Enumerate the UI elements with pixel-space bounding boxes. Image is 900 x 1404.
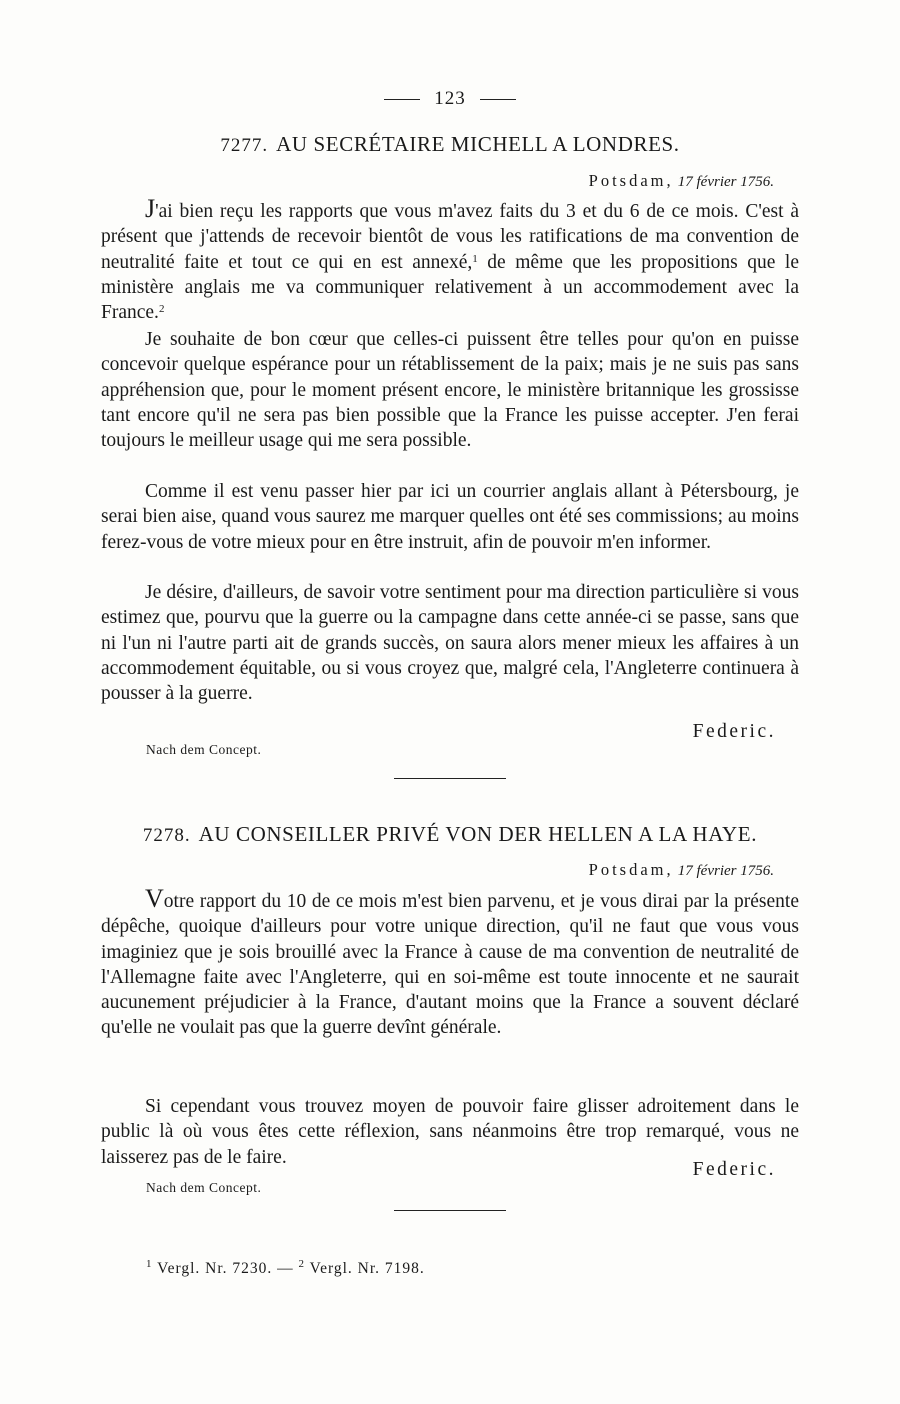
footnote-mark: 1 (146, 1258, 153, 1270)
section-divider (394, 778, 506, 779)
letter-paragraph: Si cependant vous trouvez moyen de pouvoir faire glisser adroitement dans le public là où vous êtes cette réflexion, sans néanmoins être trop remarqué, vous ne laisserez pas de le faire. (101, 1096, 799, 1168)
letter-paragraph (101, 884, 799, 1041)
letter-place: Potsdam, (588, 860, 674, 879)
letter-heading-7278 (100, 822, 800, 847)
letter-paragraph: Je souhaite de bon cœur que celles-ci puissent être telles pour qu'on en puisse concevoir quelque espérance pour un rétablissement de la paix; mais je ne suis pas sans appréhension que, pour le moment présent encore, le ministère britannique les grossisse tant encore qu'il ne sera pas bien possible que la France les puisse accepter. J'en ferai toujours le meilleur usage qui me sera possible. (101, 329, 799, 452)
footnote-ref: 1 (472, 252, 478, 265)
footnote-text: Vergl. Nr. 7230. (157, 1260, 273, 1277)
letter-heading-7277 (100, 132, 800, 157)
letter-paragraph (101, 194, 799, 325)
page-number (0, 88, 900, 110)
letter-paragraph: Je désire, d'ailleurs, de savoir votre sentiment pour ma direction particulière si vous estimez que, pourvu que la guerre ou la campagne dans cette année-ci se passe, sans que ni l'un ni l'autre parti ait de grands succès, on saura alors mener mieux les affaires à un accommodement équitable, ou si vous croyez que, malgré cela, l'Angleterre continuera à pousser à la guerre. (101, 582, 799, 705)
page-number-text: 123 (434, 88, 466, 109)
letter-place: Potsdam, (588, 171, 674, 190)
letter-date: 17 février 1756. (677, 174, 774, 190)
letter-dateline (589, 171, 774, 191)
footnote-mark: 2 (298, 1258, 306, 1270)
letter-title: AU SECRÉTAIRE MICHELL A LONDRES. (276, 132, 680, 156)
footnote-text: Vergl. Nr. 7198. (309, 1260, 425, 1277)
source-note: Nach dem Concept. (146, 742, 262, 757)
paragraph-text: otre rapport du 10 de ce mois m'est bien parvenu, et je vous dirai par la présente dépêche, quoique d'ailleurs pour votre unique direction, qu'il ne faut que vous vous imaginiez que je sois brouillé avec la France à cause de ma convention de neutralité de l'Allemagne faite avec l'Angleterre, qui en soi-même est toute innocente et ne saurait aucunement préjudicier à la France, d'autant moins que la France a souvent déclaré qu'elle ne voulait pas que la guerre devînt générale. (101, 891, 799, 1039)
letter-title: AU CONSEILLER PRIVÉ VON DER HELLEN A LA HAYE. (198, 822, 758, 846)
page-number-dash-left (384, 99, 420, 100)
paragraph-text: 'ai bien reçu les rapports que vous m'avez faits du 3 et du 6 de ce mois. C'est à présent que j'attends de recevoir bientôt de vous les ratifications de ma convention de neutralité faite et tout ce qui en est annexé, (101, 201, 799, 273)
letter-date: 17 février 1756. (677, 863, 774, 879)
drop-initial: V (145, 884, 164, 913)
letter-dateline (589, 860, 774, 880)
signature: Federic. (692, 721, 776, 742)
signature: Federic. (692, 1159, 776, 1180)
footnotes (146, 1260, 425, 1278)
letter-number: 7278. (142, 825, 191, 846)
letter-number: 7277. (220, 135, 269, 156)
footnote-separator: — (277, 1260, 294, 1277)
page-number-dash-right (480, 99, 516, 100)
source-note: Nach dem Concept. (146, 1180, 262, 1195)
drop-initial: J (145, 194, 156, 223)
section-divider (394, 1210, 506, 1211)
footnote-ref: 2 (158, 303, 165, 316)
paragraph-text: de même que les propositions que le ministère anglais me va communiquer relativement à un accommodement avec la France. (101, 251, 799, 324)
letter-paragraph: Comme il est venu passer hier par ici un courrier anglais allant à Pétersbourg, je serai bien aise, quand vous saurez me marquer quelles ont été ses commissions; au moins ferez-vous de votre mieux pour en être instruit, afin de pouvoir m'en informer. (101, 481, 799, 553)
